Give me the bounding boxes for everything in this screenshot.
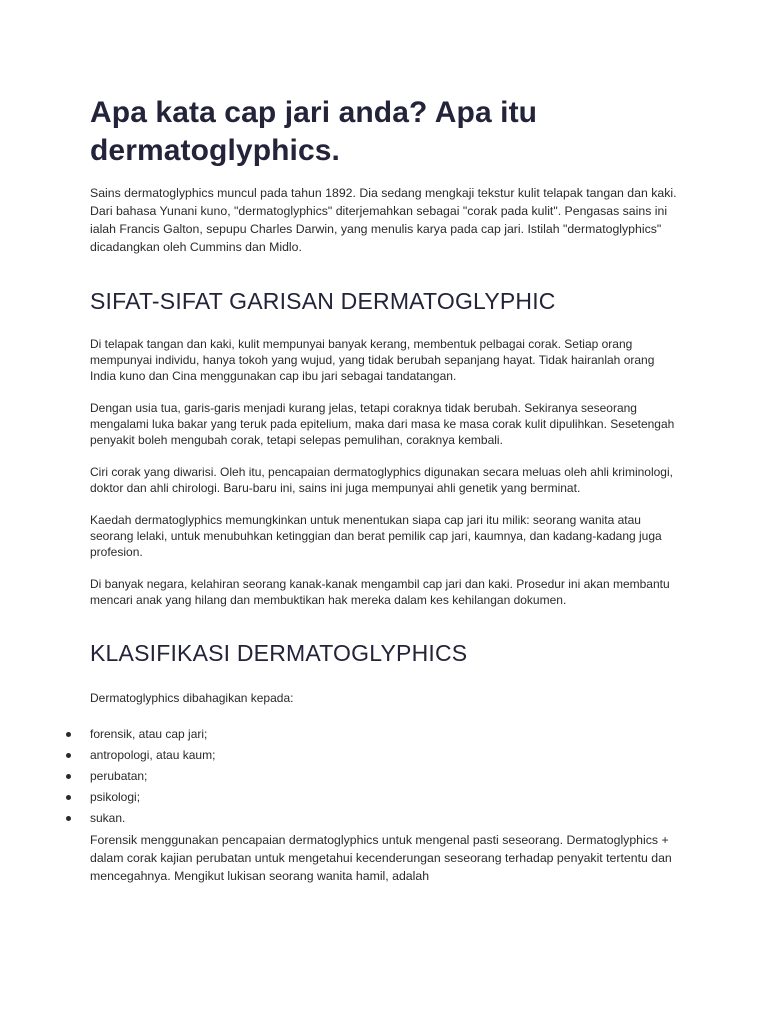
intro-paragraph: Sains dermatoglyphics muncul pada tahun 1892. Dia sedang mengkaji tekstur kulit telapak tangan dan kaki. Dari bahasa Yunani kuno, "dermatoglyphics" diterjemahkan sebagai "corak pada kulit". Pengasas sains ini ialah Francis Galton, sepupu Charles Darwin, yang menulis karya pada cap jari. Istilah "dermatoglyphics" dicadangkan oleh Cummins dan Midlo. xyxy=(90,186,677,254)
bullet-icon xyxy=(66,753,71,758)
section1-paragraph: Di banyak negara, kelahiran seorang kanak-kanak mengambil cap jari dan kaki. Prosedur ini akan membantu mencari anak yang hilang dan membuktikan hak mereka dalam kes kehilangan dokumen. xyxy=(90,577,670,607)
article-title: Apa kata cap jari anda? Apa itu dermatoglyphics. xyxy=(90,96,538,167)
section1-paragraph: Di telapak tangan dan kaki, kulit mempunyai banyak kerang, membentuk pelbagai corak. Setiap orang mempunyai individu, hanya tokoh yang wujud, yang tidak berubah sepanjang hayat. Tidak hairanlah orang India kuno dan Cina menggunakan cap ibu jari sebagai tandatangan. xyxy=(90,337,655,383)
bullet-icon xyxy=(66,732,71,737)
section-heading-klasifikasi: KLASIFIKASI DERMATOGLYPHICS xyxy=(90,640,468,666)
list-item-label: sukan. xyxy=(90,811,126,825)
classification-list xyxy=(90,724,680,829)
list-item xyxy=(90,766,680,787)
bullet-icon xyxy=(66,816,71,821)
section-heading-sifat: SIFAT-SIFAT GARISAN DERMATOGLYPHIC xyxy=(90,288,556,314)
section1-paragraph: Kaedah dermatoglyphics memungkinkan untuk menentukan siapa cap jari itu milik: seorang wanita atau seorang lelaki, untuk menubuhkan ketinggian dan berat pemilik cap jari, kaumnya, dan kadang-kadang juga profesion. xyxy=(90,513,662,559)
section1-paragraph: Dengan usia tua, garis-garis menjadi kurang jelas, tetapi coraknya tidak berubah. Sekiranya seseorang mengalami luka bakar yang teruk pada epitelium, maka dari masa ke masa corak kulit dipulihkan. Sesetengah penyakit boleh mengubah corak, tetapi selepas pemulihan, coraknya kembali. xyxy=(90,401,675,447)
list-item xyxy=(90,787,680,808)
list-item-label: perubatan; xyxy=(90,769,148,783)
list-item xyxy=(90,745,680,766)
list-item xyxy=(90,808,680,829)
list-item-label: psikologi; xyxy=(90,790,141,804)
section1-paragraph: Ciri corak yang diwarisi. Oleh itu, pencapaian dermatoglyphics digunakan secara meluas oleh ahli kriminologi, doktor dan ahli chirologi. Baru-baru ini, sains ini juga mempunyai ahli genetik yang berminat. xyxy=(90,465,673,495)
list-item xyxy=(90,724,680,745)
bullet-icon xyxy=(66,774,71,779)
list-item-label: antropologi, atau kaum; xyxy=(90,748,216,762)
bullet-icon xyxy=(66,795,71,800)
classification-lead: Dermatoglyphics dibahagikan kepada: xyxy=(90,691,294,705)
list-item-label: forensik, atau cap jari; xyxy=(90,727,208,741)
article-body xyxy=(90,94,680,885)
closing-paragraph: Forensik menggunakan pencapaian dermatoglyphics untuk mengenal pasti seseorang. Dermatoglyphics + dalam corak kajian perubatan untuk mengetahui kecenderungan seseorang terhadap penyakit tertentu dan mencegahnya. Mengikut lukisan seorang wanita hamil, adalah xyxy=(90,833,672,883)
